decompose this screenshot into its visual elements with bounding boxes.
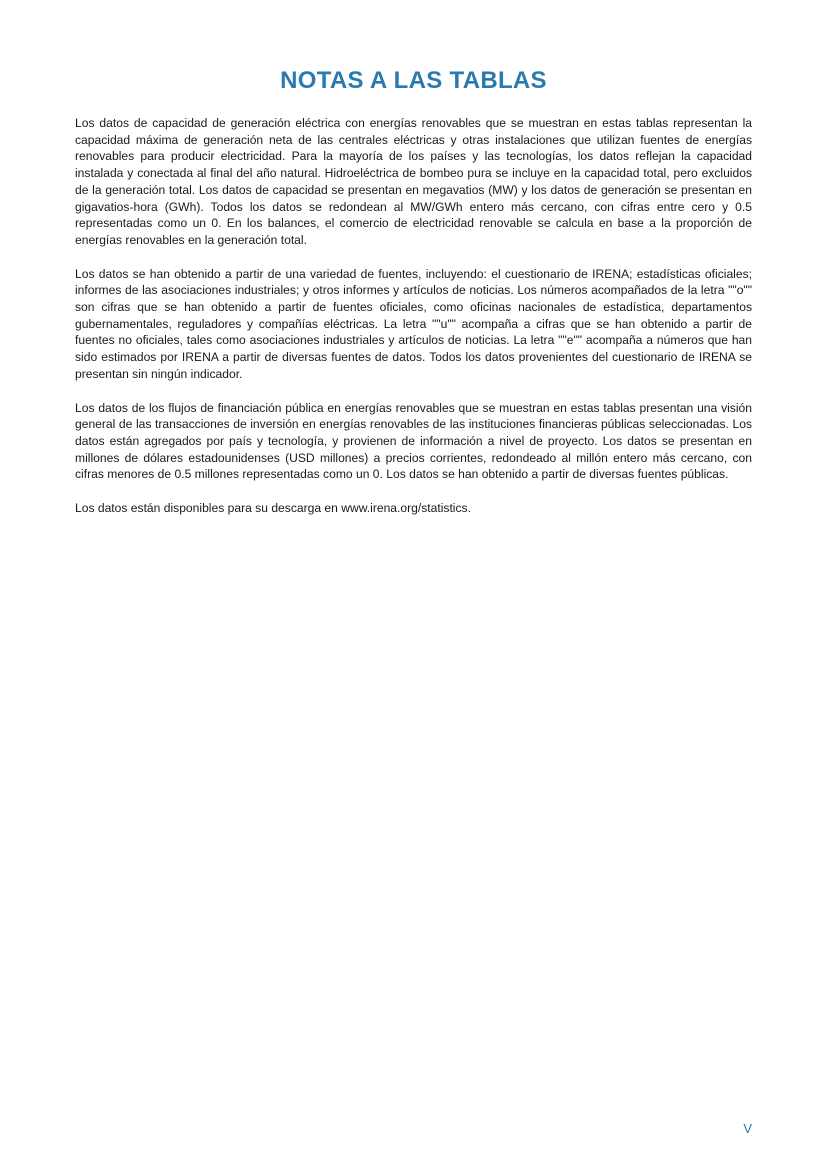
paragraph-public-finance: Los datos de los flujos de financiación pública en energías renovables que se muestran en estas tablas presentan una visión general de las transacciones de inversión en energías renovables de las instituciones financieras públicas seleccionadas. Los datos están agregados por país y tecnología, y provienen de información a nivel de proyecto. Los datos se presentan en millones de dólares estadounidenses (USD millones) a precios corrientes, redondeado al millón entero más cercano, con cifras menores de 0.5 millones representadas como un 0. Los datos se han obtenido a partir de diversas fuentes públicas. — [75, 400, 752, 482]
page-title: NOTAS A LAS TABLAS — [280, 67, 547, 94]
paragraph-download: Los datos están disponibles para su descarga en www.irena.org/statistics. — [75, 501, 471, 516]
body-text — [75, 115, 752, 534]
page-number: V — [743, 1121, 752, 1136]
paragraph-capacity: Los datos de capacidad de generación eléctrica con energías renovables que se muestran en estas tablas representan la capacidad máxima de generación neta de las centrales eléctricas y otras instalaciones que utilizan fuentes de energías renovables para producir electricidad. Para la mayoría de los países y las tecnologías, los datos reflejan la capacidad instalada y conectada al final del año natural. Hidroeléctrica de bombeo pura se incluye en la capacidad total, pero excluidos de la generación total. Los datos de capacidad se presentan en megavatios (MW) y los datos de generación se presentan en gigavatios-hora (GWh). Todos los datos se redondean al MW/GWh entero más cercano, con cifras entre cero y 0.5 representadas como un 0. En los balances, el comercio de electricidad renovable se calcula en base a la proporción de energías renovables en la generación total. — [75, 116, 752, 247]
paragraph-sources: Los datos se han obtenido a partir de una variedad de fuentes, incluyendo: el cuestionario de IRENA; estadísticas oficiales; informes de las asociaciones industriales; y otros informes y artículos de noticias. Los números acompañados de la letra ""o"" son cifras que se han obtenido a partir de fuentes oficiales, como oficinas nacionales de estadística, departamentos gubernamentales, reguladores y compañías eléctricas. La letra ""u"" acompaña a cifras que se han obtenido a partir de fuentes no oficiales, tales como asociaciones industriales y artículos de noticias. La letra ""e"" acompaña a números que han sido estimados por IRENA a partir de diversas fuentes de datos. Todos los datos provenientes del cuestionario de IRENA se presentan sin ningún indicador. — [75, 266, 752, 381]
